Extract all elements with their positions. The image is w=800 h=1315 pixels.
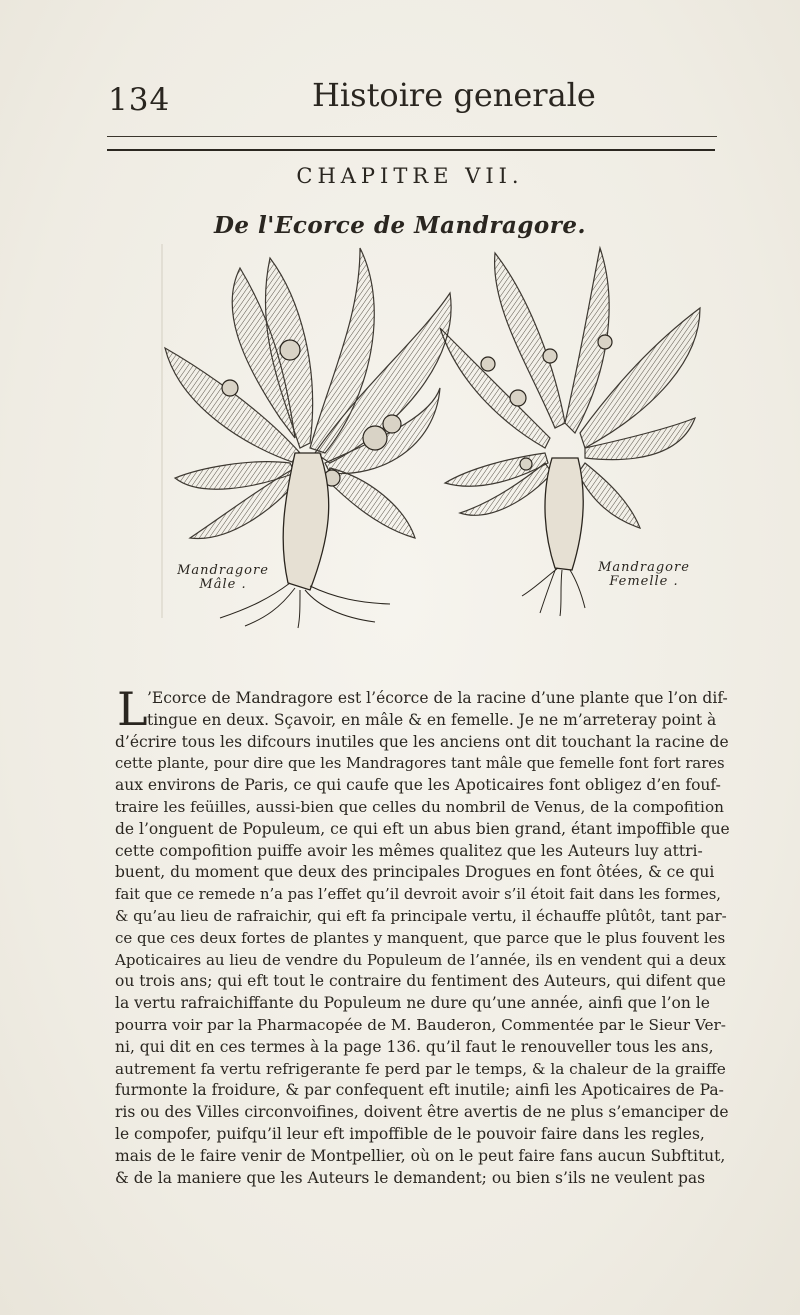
caption-male-line1: Mandragore [177, 563, 269, 578]
caption-female [586, 561, 702, 589]
caption-female-line2: Femelle . [609, 574, 679, 589]
text-line: & de la maniere que les Auteurs le demandent; ou bien s’ils ne veulent pas [115, 1168, 706, 1187]
caption-female-line1: Mandragore [598, 560, 690, 575]
text-line: mais de le faire venir de Montpellier, où on le peut faire fans aucun Subftitut, [115, 1146, 726, 1165]
header-rule-thin [107, 136, 717, 137]
caption-male-line2: Mâle . [199, 577, 247, 592]
text-line: le compofer, puifqu’il leur eft impoffible de le pouvoir faire dans les regles, [115, 1124, 705, 1143]
drop-cap: L [117, 682, 148, 736]
chapter-title: CHAPITRE VII. [296, 164, 524, 188]
text-line: pourra voir par la Pharmacopée de M. Bauderon, Commentée par le Sieur Ver- [115, 1015, 726, 1034]
text-line: ce que ces deux fortes de plantes y manquent, que parce que le plus fouvent les [115, 928, 726, 947]
text-line: ris ou des Villes circonvoifines, doivent être avertis de ne plus s’emanciper de [115, 1103, 729, 1122]
text-line: de l’onguent de Populeum, ce qui eft un abus bien grand, étant impoffible que [115, 819, 730, 838]
text-line: ’Ecorce de Mandragore est l’écorce de la racine d’une plante que l’on dif- [147, 689, 728, 707]
text-line: aux environs de Paris, ce qui caufe que les Apoticaires font obligez d’en fouf- [115, 776, 721, 795]
text-line: fait que ce remede n’a pas l’effet qu’il devroit avoir s’il étoit fait dans les formes, [115, 886, 721, 904]
header-rule-thick [107, 149, 715, 151]
text-line: d’écrire tous les difcours inutiles que les anciens ont dit touchant la racine de [115, 732, 729, 751]
text-line: ou trois ans; qui eft tout le contraire du fentiment des Auteurs, qui difent que [115, 972, 726, 991]
chapter-subtitle: De l'Ecorce de Mandragore. [213, 212, 587, 239]
text-line: Apoticaires au lieu de vendre du Populeum de l’année, ils en vendent qui a deux [115, 950, 726, 969]
text-line: cette compofition puiffe avoir les mêmes qualitez que les Auteurs luy attri- [115, 841, 703, 860]
text-line: tingue en deux. Sçavoir, en mâle & en femelle. Je ne m’arreteray point à [147, 710, 717, 729]
text-line: autrement fa vertu refrigerante fe perd par le temps, & la chaleur de la graiffe [115, 1059, 726, 1078]
text-line: buent, du moment que deux des principales Drogues en font ôtées, & ce qui [115, 863, 715, 882]
text-line: ni, qui dit en ces termes à la page 136. qu’il faut le renouveller tous les ans, [115, 1037, 714, 1056]
running-head: Histoire generale [312, 76, 596, 114]
text-line: furmonte la froidure, & par confequent eft inutile; ainfi les Apoticaires de Pa- [115, 1081, 724, 1100]
text-line: traire les feüilles, aussi-bien que celles du nombril de Venus, de la compofition [115, 797, 724, 816]
page-number: 134 [108, 82, 171, 118]
text-line: & qu’au lieu de rafraichir, qui eft fa principale vertu, il échauffe plûtôt, tant par- [115, 906, 727, 925]
body-text [115, 682, 730, 1189]
text-line: cette plante, pour dire que les Mandragores tant mâle que femelle font fort rares [115, 755, 725, 773]
text-line: la vertu rafraichiffante du Populeum ne dure qu’une année, ainfi que l’on le [115, 994, 710, 1013]
caption-male [174, 564, 272, 592]
